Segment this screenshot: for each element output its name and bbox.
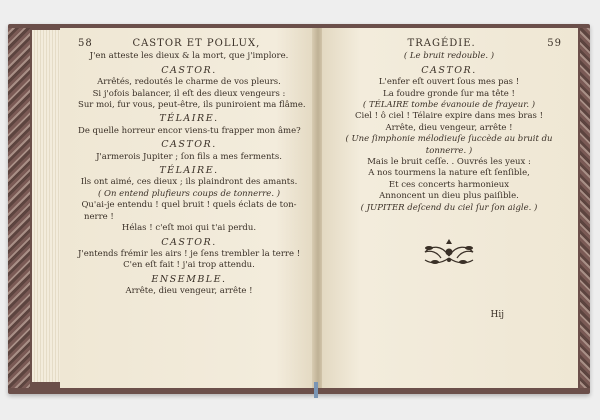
marbled-edge-right [580, 28, 590, 388]
verse-line: Et ces concerts harmonieux [388, 179, 510, 190]
right-page-text [336, 51, 562, 214]
left-page-header [78, 38, 300, 49]
speaker-name: TÉLAIRE. [159, 165, 219, 177]
speaker-name: ENSEMBLE. [151, 273, 227, 285]
stage-direction: ( Une ſimphonie mélodieuſe ſuccède au bruit du [345, 134, 553, 145]
verse-line: L'enfer eſt ouvert ſous mes pas ! [378, 77, 520, 88]
page-number: 58 [78, 38, 93, 49]
verse-line: C'en eſt fait ! j'ai trop attendu. [123, 260, 255, 271]
running-title: CASTOR ET POLLUX, [132, 38, 261, 49]
stage-direction: ( On entend plufieurs coups de tonnerre. ) [97, 188, 281, 199]
page-edges [32, 30, 60, 382]
page-number: 59 [547, 38, 562, 49]
verse-line: Ciel ! ô ciel ! Télaire expire dans mes bras ! [354, 111, 544, 122]
verse-line: nerre ! [84, 211, 114, 222]
verse-line: Qu'ai-je entendu ! quel bruit ! quels éclats de ton- [81, 200, 297, 211]
verse-line: Si j'ofois balancer, il eſt des dieux vengeurs : [92, 88, 286, 99]
verse-line: Sur moi, fur vous, peut-être, ils puniroient ma flâme. [78, 100, 306, 111]
right-page [322, 28, 578, 388]
verse-line: De quelle horreur encor viens-tu frapper mon âme? [78, 125, 301, 136]
verse-line: A nos tourmens la nature eſt ſenſible, [368, 168, 530, 179]
right-page-header [336, 38, 562, 49]
verse-line: Hélas ! c'eſt moi qui t'ai perdu. [121, 223, 257, 234]
verse-line: Arrêtés, redoutés le charme de vos pleurs. [97, 77, 281, 88]
stage-direction: ( TÉLAIRE tombe évanouie de frayeur. ) [362, 100, 536, 111]
verse-line: J'entends frémir les airs ! je ſens trembler la terre ! [78, 248, 301, 259]
speaker-name: CASTOR. [161, 64, 217, 76]
verse-line: La foudre gronde ſur ma tête ! [383, 88, 515, 99]
left-page [60, 28, 314, 388]
marbled-edge-left [8, 28, 30, 388]
verse-line: Annoncent un dieu plus paiſible. [379, 191, 519, 202]
verse-line: J'en atteste les dieux & la mort, que j'implore. [89, 51, 289, 62]
speaker-name: CASTOR. [421, 64, 477, 76]
speaker-name: CASTOR. [161, 236, 217, 248]
verse-line: Ils ont aimé, ces dieux ; ils plaindront des amants. [80, 177, 298, 188]
fleuron-ornament-icon [419, 236, 479, 270]
stage-direction: ( JUPITER deſcend du ciel ſur ſon aigle. ) [360, 202, 538, 213]
verse-line: Arrête, dieu vengeur, arrête ! [125, 286, 253, 297]
verse-line: Arrête, dieu vengeur, arrête ! [385, 122, 513, 133]
verse-line: J'armerois Jupiter ; ſon fils a mes ferments. [96, 151, 282, 162]
running-title: TRAGÉDIE. [407, 38, 476, 49]
stage-direction: tonnerre. ) [425, 145, 473, 156]
speaker-name: TÉLAIRE. [159, 113, 219, 125]
left-page-text [78, 51, 306, 297]
signature-mark: Hij [490, 310, 504, 321]
bookmark-ribbon [314, 382, 318, 398]
stage-direction: ( Le bruit redouble. ) [403, 51, 495, 62]
speaker-name: CASTOR. [161, 139, 217, 151]
verse-line: Mais le bruit ceſſe. . Ouvrés les yeux : [367, 157, 531, 168]
